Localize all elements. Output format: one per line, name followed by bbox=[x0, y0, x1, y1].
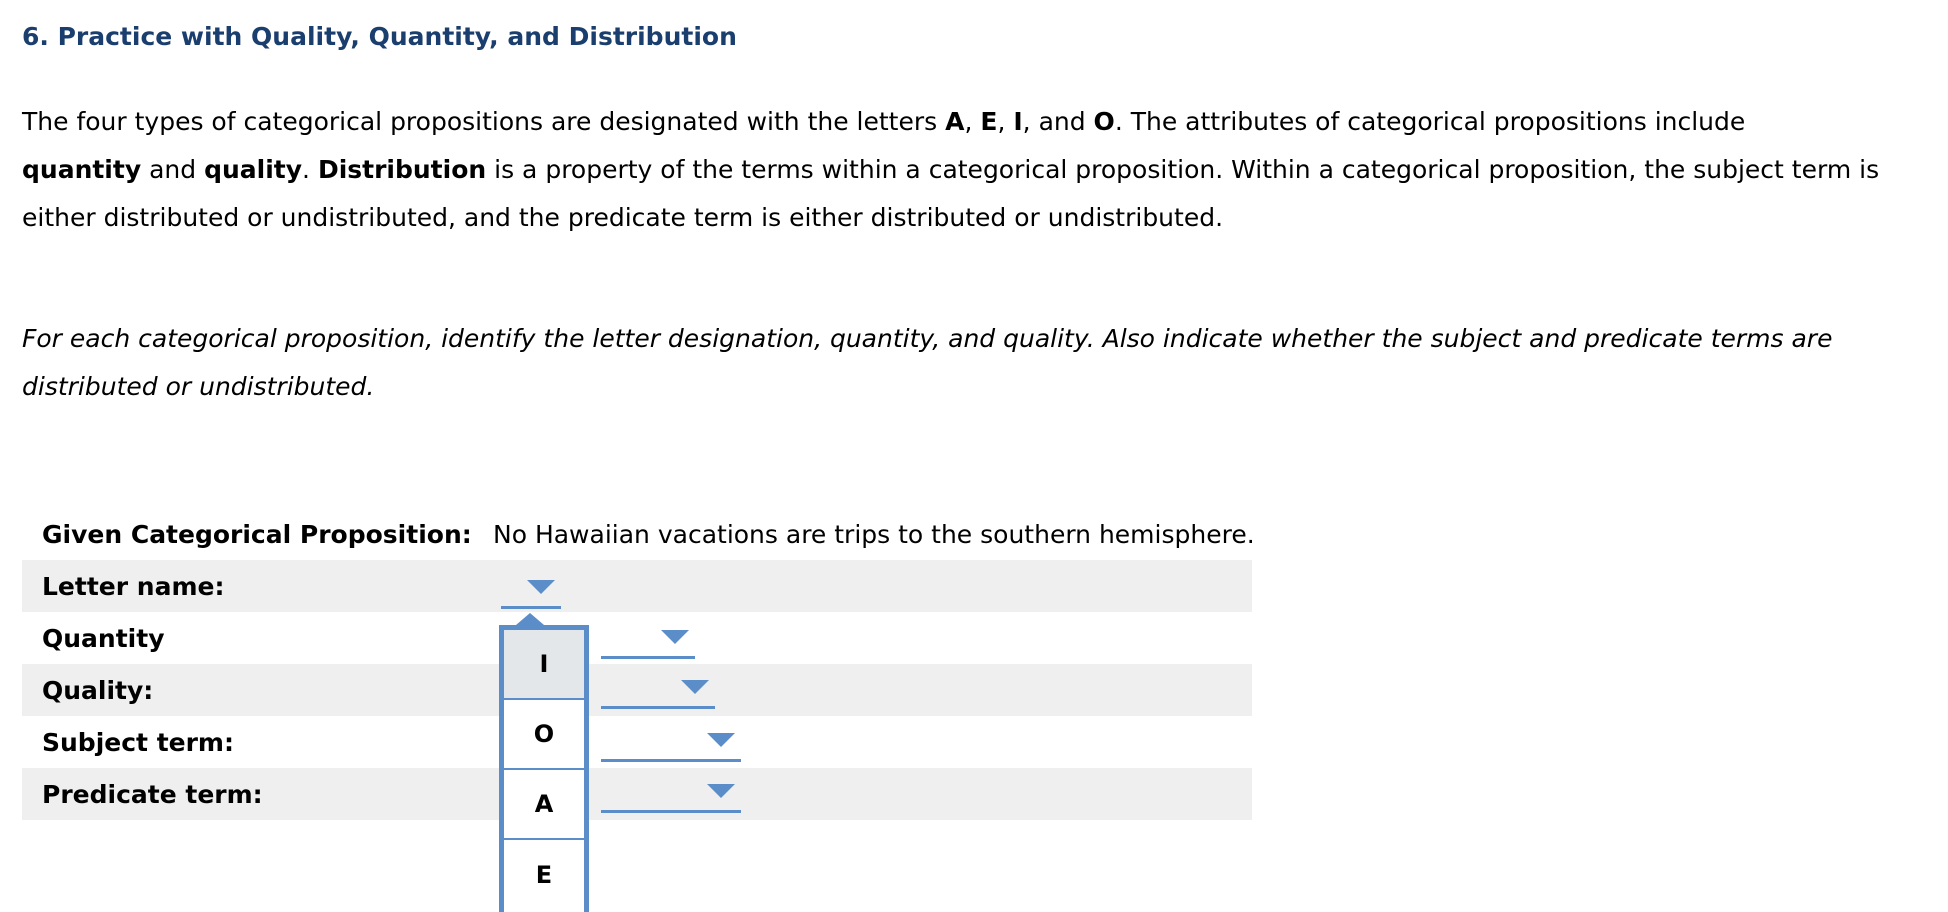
letter-name-label: Letter name: bbox=[42, 572, 225, 601]
row-quantity bbox=[22, 612, 1252, 664]
intro-paragraph bbox=[22, 98, 1902, 242]
given-proposition: No Hawaiian vacations are trips to the southern hemisphere. bbox=[493, 520, 1255, 549]
row-quality bbox=[22, 664, 1252, 716]
row-subject-term bbox=[22, 716, 1252, 768]
predicate-term-label: Predicate term: bbox=[42, 780, 263, 809]
instructions: For each categorical proposition, identify the letter designation, quantity, and quality. Also indicate whether the subject and predicate terms are distributed or undistributed. bbox=[22, 324, 1833, 401]
intro-text: . bbox=[302, 155, 318, 184]
letter-name-options-list bbox=[499, 625, 589, 912]
row-letter-name bbox=[22, 560, 1252, 612]
chevron-down-icon bbox=[681, 680, 709, 694]
intro-text: . The attributes of categorical propositions include bbox=[1114, 107, 1746, 136]
letter-e: E bbox=[980, 107, 998, 136]
chevron-up-icon bbox=[516, 613, 544, 625]
intro-sep: , bbox=[964, 107, 981, 136]
option-e[interactable]: E bbox=[535, 861, 553, 889]
option-o[interactable]: O bbox=[504, 700, 584, 770]
given-label: Given Categorical Proposition: bbox=[42, 520, 472, 549]
term-distribution: Distribution bbox=[317, 155, 487, 184]
question-table bbox=[22, 508, 1255, 820]
subject-term-dropdown[interactable] bbox=[601, 723, 741, 762]
term-quality: quality bbox=[204, 155, 303, 184]
predicate-term-dropdown[interactable] bbox=[601, 774, 741, 813]
option-i[interactable]: I bbox=[504, 630, 584, 700]
quality-dropdown[interactable] bbox=[601, 670, 715, 709]
letter-a: A bbox=[945, 107, 965, 136]
page-title: 6. Practice with Quality, Quantity, and Distribution bbox=[22, 22, 737, 51]
intro-text: and bbox=[141, 155, 205, 184]
quantity-dropdown[interactable] bbox=[601, 620, 695, 659]
chevron-down-icon bbox=[707, 733, 735, 747]
quantity-label: Quantity bbox=[42, 624, 165, 653]
letter-o: O bbox=[1093, 107, 1115, 136]
term-quantity: quantity bbox=[22, 155, 142, 184]
chevron-down-icon bbox=[707, 784, 735, 798]
letter-i: I bbox=[1013, 107, 1023, 136]
intro-text: The four types of categorical propositions are designated with the letters bbox=[22, 107, 946, 136]
quality-label: Quality: bbox=[42, 676, 154, 705]
letter-name-dropdown[interactable] bbox=[501, 570, 561, 609]
row-predicate-term bbox=[22, 768, 1252, 820]
intro-text: is a property of the terms within a categorical proposition. Within a categorical proposition, the subject term is either distributed or undistributed, and the predicate term is either distributed or undistributed. bbox=[22, 155, 1880, 232]
chevron-down-icon bbox=[527, 580, 555, 594]
option-a[interactable]: A bbox=[504, 770, 584, 840]
intro-sep: , bbox=[997, 107, 1014, 136]
subject-term-label: Subject term: bbox=[42, 728, 234, 757]
row-given bbox=[22, 508, 1255, 560]
chevron-down-icon bbox=[661, 630, 689, 644]
intro-sep: , and bbox=[1022, 107, 1094, 136]
